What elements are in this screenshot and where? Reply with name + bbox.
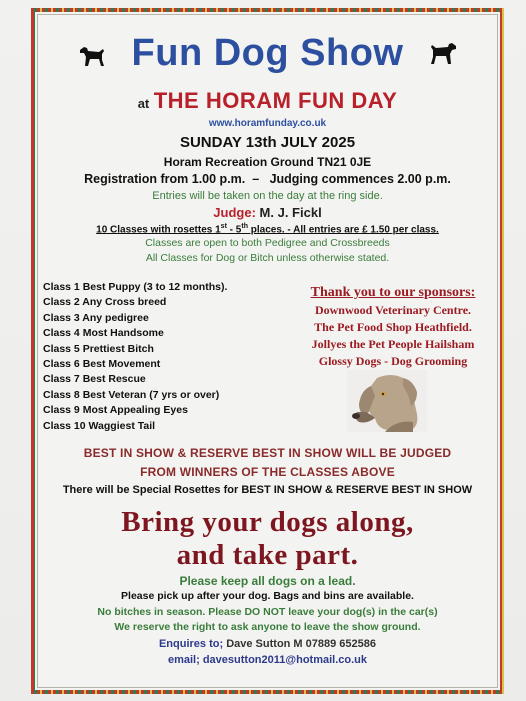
sponsor-item: The Pet Food Shop Heathfield. — [314, 320, 472, 334]
weimaraner-dog-photo — [347, 370, 427, 432]
event-name: THE HORAM FUN DAY — [153, 88, 398, 113]
contact-email[interactable]: email; davesutton2011@hotmail.co.uk — [167, 654, 367, 666]
dog-bitch-note: All Classes for Dog or Bitch unless otherwise stated. — [145, 252, 390, 264]
lead-rule: Please keep all dogs on a lead. — [179, 574, 356, 588]
classes-line-sup-b: th — [241, 223, 248, 230]
classes-line-a: 10 Classes with rosettes 1 — [96, 224, 221, 236]
class-item: Class 2 Any Cross breed — [43, 296, 167, 309]
special-rosettes: There will be Special Rosettes for BEST IN SHOW & RESERVE BEST IN SHOW — [62, 484, 473, 496]
enquiries-line — [37, 638, 498, 650]
poster-title: Fun Dog Show — [131, 32, 404, 74]
pickup-rule: Please pick up after your dog. Bags and bins are available. — [121, 590, 414, 602]
class-item: Class 5 Prettiest Bitch — [43, 342, 154, 355]
classes-fee-line — [37, 223, 498, 235]
event-venue: Horam Recreation Ground TN21 0JE — [163, 155, 372, 169]
class-item: Class 9 Most Appealing Eyes — [43, 404, 188, 417]
class-item: Class 3 Any pedigree — [43, 311, 149, 324]
sponsor-item: Downwood Veterinary Centre. — [314, 303, 472, 317]
sponsors-heading: Thank you to our sponsors: — [310, 285, 476, 300]
event-date: SUNDAY 13th JULY 2025 — [179, 134, 356, 151]
best-in-show-line1: BEST IN SHOW & RESERVE BEST IN SHOW WILL BE JUDGED — [83, 446, 452, 460]
enquire-label: Enquires to; — [158, 638, 224, 650]
class-item: Class 1 Best Puppy (3 to 12 months). — [43, 281, 228, 293]
classes-line-sup-a: st — [220, 223, 227, 230]
reserve-rule: We reserve the right to ask anyone to leave the show ground. — [114, 621, 421, 633]
classes-line-c: places. - All entries are £ 1.50 per class. — [247, 224, 439, 236]
take-part-headline: and take part. — [176, 539, 359, 571]
event-line — [37, 88, 498, 114]
registration-times: Registration from 1.00 p.m. – Judging commences 2.00 p.m. — [84, 172, 451, 186]
judge-name: M. J. Fickl — [259, 205, 322, 220]
entries-note: Entries will be taken on the day at the ring side. — [152, 190, 383, 202]
season-rule: No bitches in season. Please DO NOT leave your dog(s) in the car(s) — [97, 606, 438, 618]
class-item: Class 10 Waggiest Tail — [43, 419, 156, 432]
enquire-contact: Dave Sutton M 07889 652586 — [226, 638, 377, 650]
class-item: Class 7 Best Rescue — [43, 373, 146, 386]
best-in-show-line2: FROM WINNERS OF THE CLASSES ABOVE — [140, 465, 395, 479]
bring-dogs-headline: Bring your dogs along, — [121, 506, 414, 538]
website-link[interactable]: www.horamfunday.co.uk — [208, 118, 327, 129]
sponsors-box — [283, 282, 503, 370]
sponsor-item: Jollyes the Pet People Hailsham — [311, 337, 475, 351]
pedigree-note: Classes are open to both Pedigree and Crossbreeds — [145, 237, 390, 249]
class-item: Class 8 Best Veteran (7 yrs or over) — [43, 388, 220, 401]
sponsor-item: Glossy Dogs - Dog Grooming — [318, 354, 468, 368]
class-list — [43, 280, 263, 434]
poster-content — [37, 14, 498, 688]
class-item: Class 4 Most Handsome — [43, 327, 164, 340]
judge-line — [37, 205, 498, 220]
judge-label: Judge: — [213, 205, 256, 220]
at-word: at — [137, 96, 150, 111]
class-item: Class 6 Best Movement — [43, 357, 161, 370]
classes-line-b: - 5 — [226, 224, 242, 236]
